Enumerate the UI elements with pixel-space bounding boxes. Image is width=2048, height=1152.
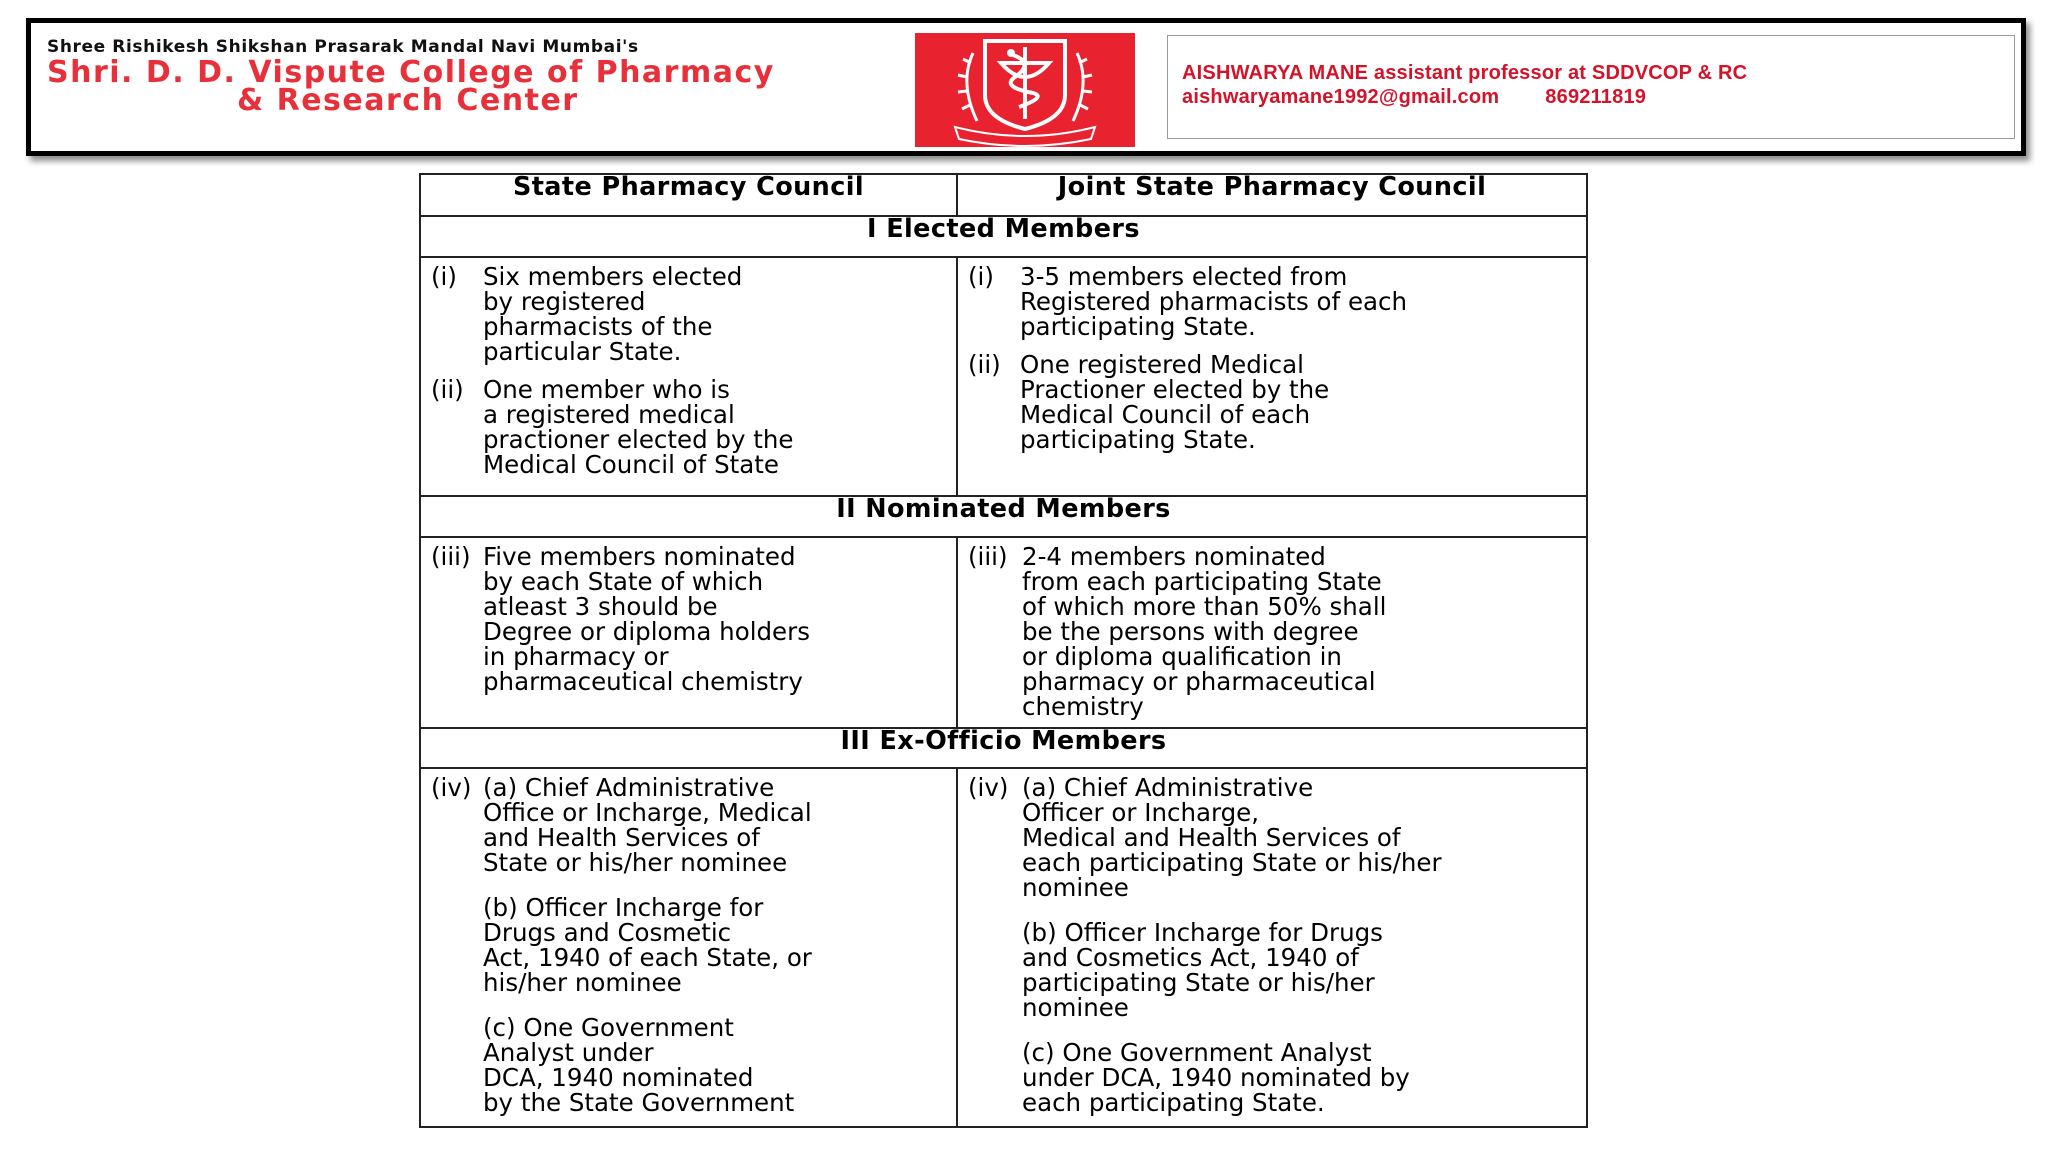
joint-cell xyxy=(957,257,1587,497)
section-row-ex-officio xyxy=(420,728,1587,768)
item-number: (iv) xyxy=(431,773,472,803)
sub-item: (a) Chief Administrative Officer or Incharge, Medical and Health Services of each participating State or his/her nominee xyxy=(1022,773,1442,903)
section-title: II Nominated Members xyxy=(420,496,1587,536)
sub-item: (b) Officer Incharge for Drugs and Cosmetic Act, 1940 of each State, or his/her nominee xyxy=(483,893,812,998)
section-title: I Elected Members xyxy=(420,216,1587,256)
sub-item: (a) Chief Administrative Office or Incharge, Medical and Health Services of State or his/her nominee xyxy=(483,773,812,878)
list-item xyxy=(431,541,948,696)
item-text: Six members elected by registered pharmacists of the particular State. xyxy=(483,261,743,366)
comparison-table xyxy=(419,173,1586,1128)
sub-item: (c) One Government Analyst under DCA, 1940 nominated by each participating State. xyxy=(1022,1038,1410,1118)
item-text: 2-4 members nominated from each participating State of which more than 50% shall be the persons with degree or diploma qualification in pharmacy or pharmaceutical chemistry xyxy=(1022,541,1387,721)
list-item xyxy=(431,374,948,479)
author-phone: 869211819 xyxy=(1545,86,1647,108)
table-row xyxy=(420,768,1587,1127)
list-item xyxy=(431,261,948,366)
state-cell xyxy=(420,257,957,497)
college-name-line-1: Shri. D. D. Vispute College of Pharmacy xyxy=(47,55,775,90)
caduceus-emblem-icon xyxy=(915,33,1135,147)
council-composition-table xyxy=(419,173,1588,1128)
item-number: (ii) xyxy=(968,349,1001,379)
item-text: One member who is a registered medical practioner elected by the Medical Council of State xyxy=(483,374,794,479)
author-email: aishwaryamane1992@gmail.com xyxy=(1182,86,1500,108)
state-cell xyxy=(420,768,957,1127)
item-text: Five members nominated by each State of which atleast 3 should be Degree or diploma holders in pharmacy or pharmaceutical chemistry xyxy=(483,541,810,696)
section-row-elected xyxy=(420,216,1587,256)
state-cell xyxy=(420,537,957,728)
list-item xyxy=(431,773,948,1118)
list-item xyxy=(968,349,1578,454)
author-title: AISHWARYA MANE assistant professor at SDDVCOP & RC xyxy=(1182,62,1748,84)
item-number: (iv) xyxy=(968,773,1009,803)
section-title: III Ex-Officio Members xyxy=(420,728,1587,768)
org-name: Shree Rishikesh Shikshan Prasarak Mandal Navi Mumbai's xyxy=(47,37,639,57)
item-number: (iii) xyxy=(431,541,471,571)
sub-item: (b) Officer Incharge for Drugs and Cosmetics Act, 1940 of participating State or his/her nominee xyxy=(1022,918,1383,1023)
item-text: One registered Medical Practioner elected by the Medical Council of each participating State. xyxy=(1020,349,1330,454)
contact-details xyxy=(1182,86,1646,109)
joint-cell xyxy=(957,768,1587,1127)
contact-box xyxy=(1167,35,2015,139)
table-row xyxy=(420,257,1587,497)
list-item xyxy=(968,541,1578,721)
item-number: (iii) xyxy=(968,541,1008,571)
joint-cell xyxy=(957,537,1587,728)
column-header-joint: Joint State Pharmacy Council xyxy=(957,174,1587,216)
list-item xyxy=(968,261,1578,341)
item-number: (ii) xyxy=(431,374,464,404)
item-number: (i) xyxy=(968,261,994,291)
college-logo xyxy=(915,33,1135,147)
list-item xyxy=(968,773,1578,1118)
college-name-line-2: & Research Center xyxy=(237,83,579,118)
table-row xyxy=(420,537,1587,728)
item-text: 3-5 members elected from Registered pharmacists of each participating State. xyxy=(1020,261,1408,341)
item-number: (i) xyxy=(431,261,457,291)
column-header-state: State Pharmacy Council xyxy=(420,174,957,216)
header-banner xyxy=(26,18,2026,156)
sub-item: (c) One Government Analyst under DCA, 1940 nominated by the State Government xyxy=(483,1013,795,1118)
section-row-nominated xyxy=(420,496,1587,536)
table-header-row xyxy=(420,174,1587,216)
